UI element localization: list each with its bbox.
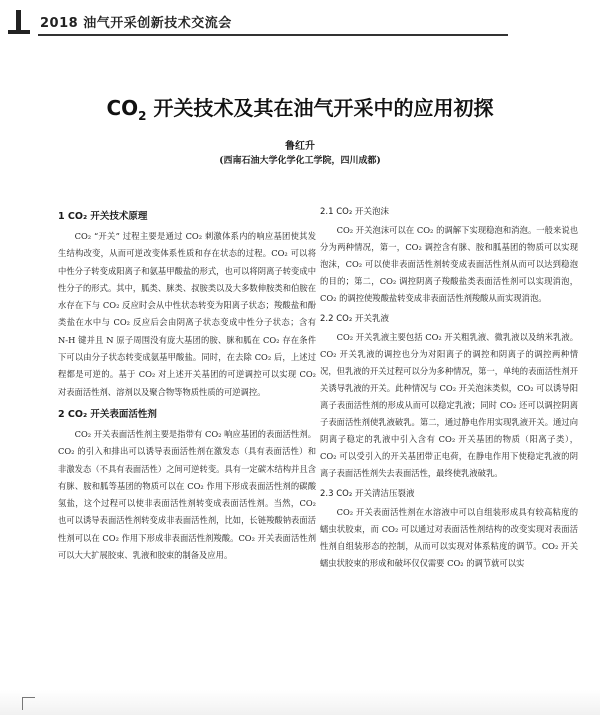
left-column <box>58 208 316 569</box>
section-1-paragraph: CO₂ “开关” 过程主要是通过 CO₂ 刺激体系内的响应基团使其发生结构改变，从而可逆改变体系性质和存在状态的过程。CO₂ 可以将中性分子转变成阳离子和氨基甲酸盐的形式，也可以将阴离子转变成中性分子的形式。其中，胍类、脒类、叔胺类以及大多数伸胺类和伯胺在水存在下与 CO₂ 反应时会从中性状态转变为阳离子状态；羧酸盐和酚类盐在水中与 CO₂ 反应后会由阴离子状态变成中性分子状态；含有 N-H 键并且 N 原子周围没有庞大基团的胺、脒和胍在 CO₂ 存在条件下可以由分子状态转变成氨基甲酸盐。同时，在去除 CO₂ 后，上述过程都是可逆的。基于 CO₂ 对上述开关基团的可逆调控可以实现 CO₂ 对表面活性剂、溶剂以及聚合物等物质性质的可逆调控。 <box>58 231 316 397</box>
section-heading-1: 1 CO₂ 开关技术原理 <box>58 211 148 222</box>
affiliation: (西南石油大学化学化工学院，四川成都) <box>219 156 381 166</box>
conference-title: 2018 油气开采创新技术交流会 <box>40 16 232 31</box>
conference-logo-icon <box>8 10 30 34</box>
header-rule <box>38 34 508 36</box>
subsection-heading-2-2: 2.2 CO₂ 开关乳液 <box>320 314 389 324</box>
subsection-2-2-paragraph: CO₂ 开关乳液主要包括 CO₂ 开关粗乳液、微乳液以及纳米乳液。CO₂ 开关乳液的调控也分为对阳离子的调控和阴离子的调控两种情况，但乳液的开关过程可以分为多种情况，第一，单纯的表面活性剂开关诱导乳液的开关。此种情况与 CO₂ 开关泡沫类似，CO₂ 可以诱导阳离子表面活性剂的形成从而可以稳定乳液；同时 CO₂ 还可以调控阴离子表面活性剂使乳液破乳。第二，通过静电作用实现乳液开关。通过向阴离子稳定的乳液中引入含有 CO₂ 开关基团的物质（阳离子类），CO₂ 可以受引入的开关基团带正电荷，在静电作用下使稳定乳液的阴离子表面活性剂失去表面活性，最终使乳液破乳。 <box>320 332 578 478</box>
subsection-2-3-paragraph: CO₂ 开关表面活性剂在水溶液中可以自组装形成具有较高粘度的蠕虫状胶束，而 CO₂ 可以通过对表面活性剂结构的改变实现对表面活性剂自组装形态的控制，从而可以实现对体系粘度的调节。CO₂ 开关蠕虫状胶束的形成和破坏仅仅需要 CO₂ 的调节就可以实 <box>320 507 578 568</box>
author: 鲁红升 <box>285 141 315 152</box>
subsection-heading-2-3: 2.3 CO₂ 开关清洁压裂液 <box>320 489 415 499</box>
subsection-heading-2-1: 2.1 CO₂ 开关泡沫 <box>320 207 389 217</box>
section-2-paragraph: CO₂ 开关表面活性剂主要是指带有 CO₂ 响应基团的表面活性剂。CO₂ 的引入和排出可以诱导表面活性剂在激发态（具有表面活性）和非激发态（不具有表面活性）之间可逆转变。具有一定碳木结构并且含有脒、胺和胍等基团的物质可以在 CO₂ 作用下形成表面活性剂的碳酸氢盐，这个过程可以使非表面活性剂转变成表面活性剂。当然，CO₂ 也可以诱导表面活性剂转变成非表面活性剂，比如，长链羧酸钠表面活性剂可以在 CO₂ 作用下形成非表面活性剂羧酸。CO₂ 开关表面活性剂可以大大扩展胶束、乳液和胶束的制备及应用。 <box>58 428 316 561</box>
title-subscript: 2 <box>138 109 147 123</box>
running-header <box>0 0 600 40</box>
subsection-2-1-paragraph: CO₂ 开关泡沫可以在 CO₂ 的调解下实现稳泡和消泡。一般来说也分为两种情况，第一，CO₂ 调控含有脒、胺和胍基团的物质可以实现泡沫，CO₂ 可以使非表面活性剂转变成表面活性剂从而可以达到稳泡的目的；第二，CO₂ 调控阴离子羧酸盐类表面活性剂可以实现消泡，CO₂ 的调控使羧酸盐转变成非表面活性剂羧酸从而实现消泡。 <box>320 225 578 303</box>
page-bottom-shadow <box>0 690 600 715</box>
section-heading-2: 2 CO₂ 开关表面活性剂 <box>58 408 157 420</box>
title-prefix: CO <box>106 96 139 120</box>
paper-title <box>0 92 600 123</box>
crop-mark <box>22 697 35 710</box>
right-column <box>320 205 578 577</box>
title-rest: 开关技术及其在油气开采中的应用初探 <box>146 96 494 120</box>
